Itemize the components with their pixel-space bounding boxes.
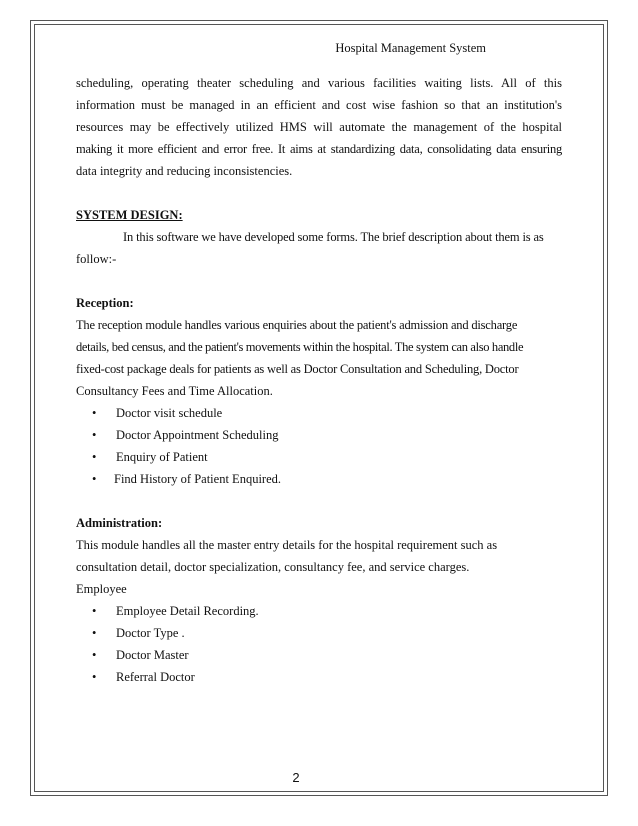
bullet-icon: • [92,670,97,684]
bullet-icon: • [92,472,97,486]
list-item: • Doctor Appointment Scheduling [76,424,562,446]
intro-line: information must be managed in an efficient and cost wise fashion so that an institution's [76,98,562,112]
bullet-icon: • [92,626,97,640]
list-item: • Employee Detail Recording. [76,600,562,622]
list-item: • Doctor Master [76,644,562,666]
intro-line: data integrity and reducing inconsistencies. [76,164,293,178]
bullet-icon: • [92,604,97,618]
page-number: 2 [292,770,300,785]
running-header: Hospital Management System [335,41,486,55]
list-item: • Doctor visit schedule [76,402,562,424]
reception-line: fixed-cost package deals for patients as well as Doctor Consultation and Scheduling, Doctor [76,362,519,376]
list-item: • Find History of Patient Enquired. [76,468,562,490]
intro-line: scheduling, operating theater scheduling and various facilities waiting lists. All of this [76,76,562,90]
bullet-icon: • [92,450,97,464]
reception-paragraph [76,314,562,402]
reception-heading: Reception: [76,296,134,310]
reception-line: details, bed census, and the patient's movements within the hospital. The system can also handle [76,340,524,354]
intro-line: resources may be effectively utilized HMS will automate the management of the hospital [76,120,562,134]
reception-line: The reception module handles various enquiries about the patient's admission and discharge [76,318,518,332]
system-design-text-cont: follow:- [76,252,117,266]
administration-heading: Administration: [76,516,163,530]
reception-list [76,402,562,490]
intro-line: making it more efficient and error free. It aims at standardizing data, consolidating data ensuring [76,142,562,156]
employee-label: Employee [76,582,127,596]
administration-line: This module handles all the master entry details for the hospital requirement such as [76,538,498,552]
reception-line: Consultancy Fees and Time Allocation. [76,384,273,398]
list-item: • Referral Doctor [76,666,562,688]
list-item: • Doctor Type . [76,622,562,644]
bullet-icon: • [92,406,97,420]
administration-list [76,600,562,688]
administration-paragraph [76,534,562,578]
page-content [76,72,562,688]
list-item: • Enquiry of Patient [76,446,562,468]
administration-line: consultation detail, doctor specialization, consultancy fee, and service charges. [76,560,470,574]
system-design-heading: SYSTEM DESIGN: [76,208,183,222]
bullet-icon: • [92,648,97,662]
system-design-text: In this software we have developed some forms. The brief description about them is as [123,230,544,244]
bullet-icon: • [92,428,97,442]
intro-paragraph [76,72,562,182]
